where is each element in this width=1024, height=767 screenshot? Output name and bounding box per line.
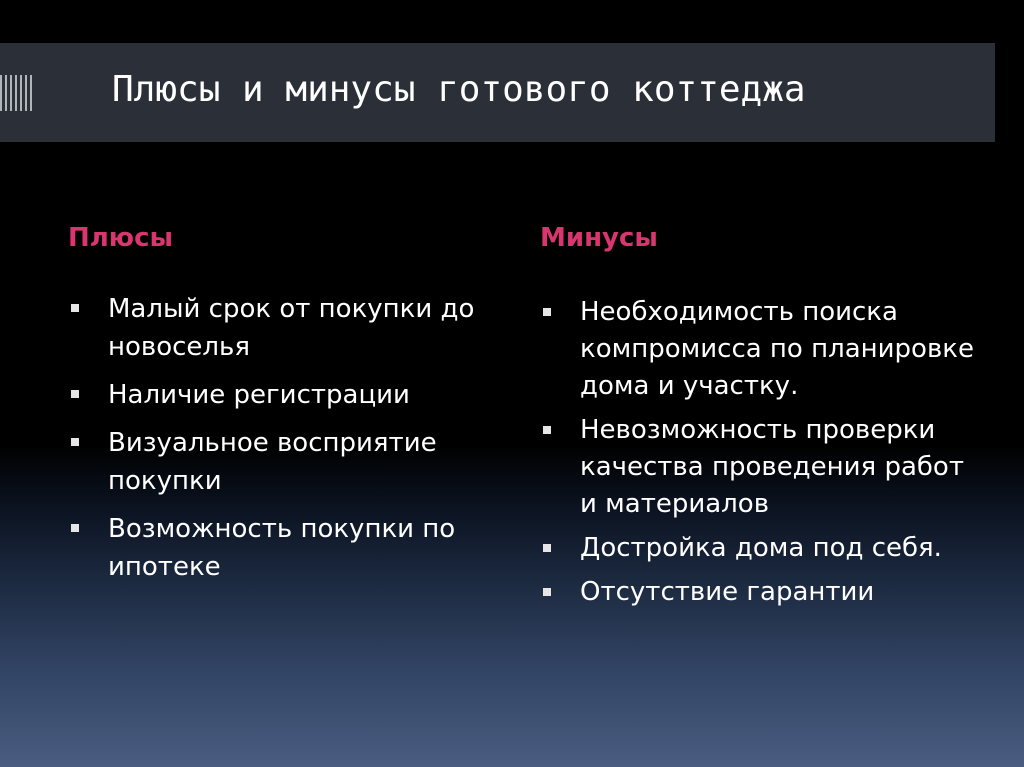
cons-heading: Минусы (540, 223, 658, 253)
list-item (540, 574, 980, 611)
list-item (540, 294, 980, 405)
list-item-text: Наличие регистрации (108, 380, 410, 410)
decorative-stripes (0, 75, 34, 111)
list-item (540, 530, 980, 567)
bullet-square-icon (71, 524, 79, 532)
pros-list (68, 290, 498, 586)
cons-column (540, 220, 980, 618)
list-item-text: Возможность покупки по ипотеке (108, 514, 456, 582)
pros-column (68, 220, 498, 596)
list-item-text: Визуальное восприятие покупки (108, 428, 437, 496)
pros-heading: Плюсы (68, 223, 174, 253)
bullet-square-icon (543, 426, 551, 434)
list-item-text: Достройка дома под себя. (580, 533, 942, 563)
bullet-square-icon (543, 588, 551, 596)
list-item-text: Невозможность проверки качества проведения работ и материалов (580, 415, 964, 519)
list-item (68, 510, 498, 586)
list-item (68, 424, 498, 500)
list-item-text: Необходимость поиска компромисса по планировке дома и участку. (580, 297, 974, 401)
bullet-square-icon (71, 304, 79, 312)
title-bar (0, 43, 995, 142)
slide-title: Плюсы и минусы готового коттеджа (112, 69, 806, 110)
list-item (540, 412, 980, 523)
bullet-square-icon (543, 544, 551, 552)
bullet-square-icon (71, 390, 79, 398)
bullet-square-icon (71, 438, 79, 446)
bullet-square-icon (543, 308, 551, 316)
cons-list (540, 294, 980, 611)
list-item-text: Малый срок от покупки до новоселья (108, 294, 475, 362)
list-item (68, 290, 498, 366)
list-item (68, 376, 498, 414)
list-item-text: Отсутствие гарантии (580, 577, 875, 607)
